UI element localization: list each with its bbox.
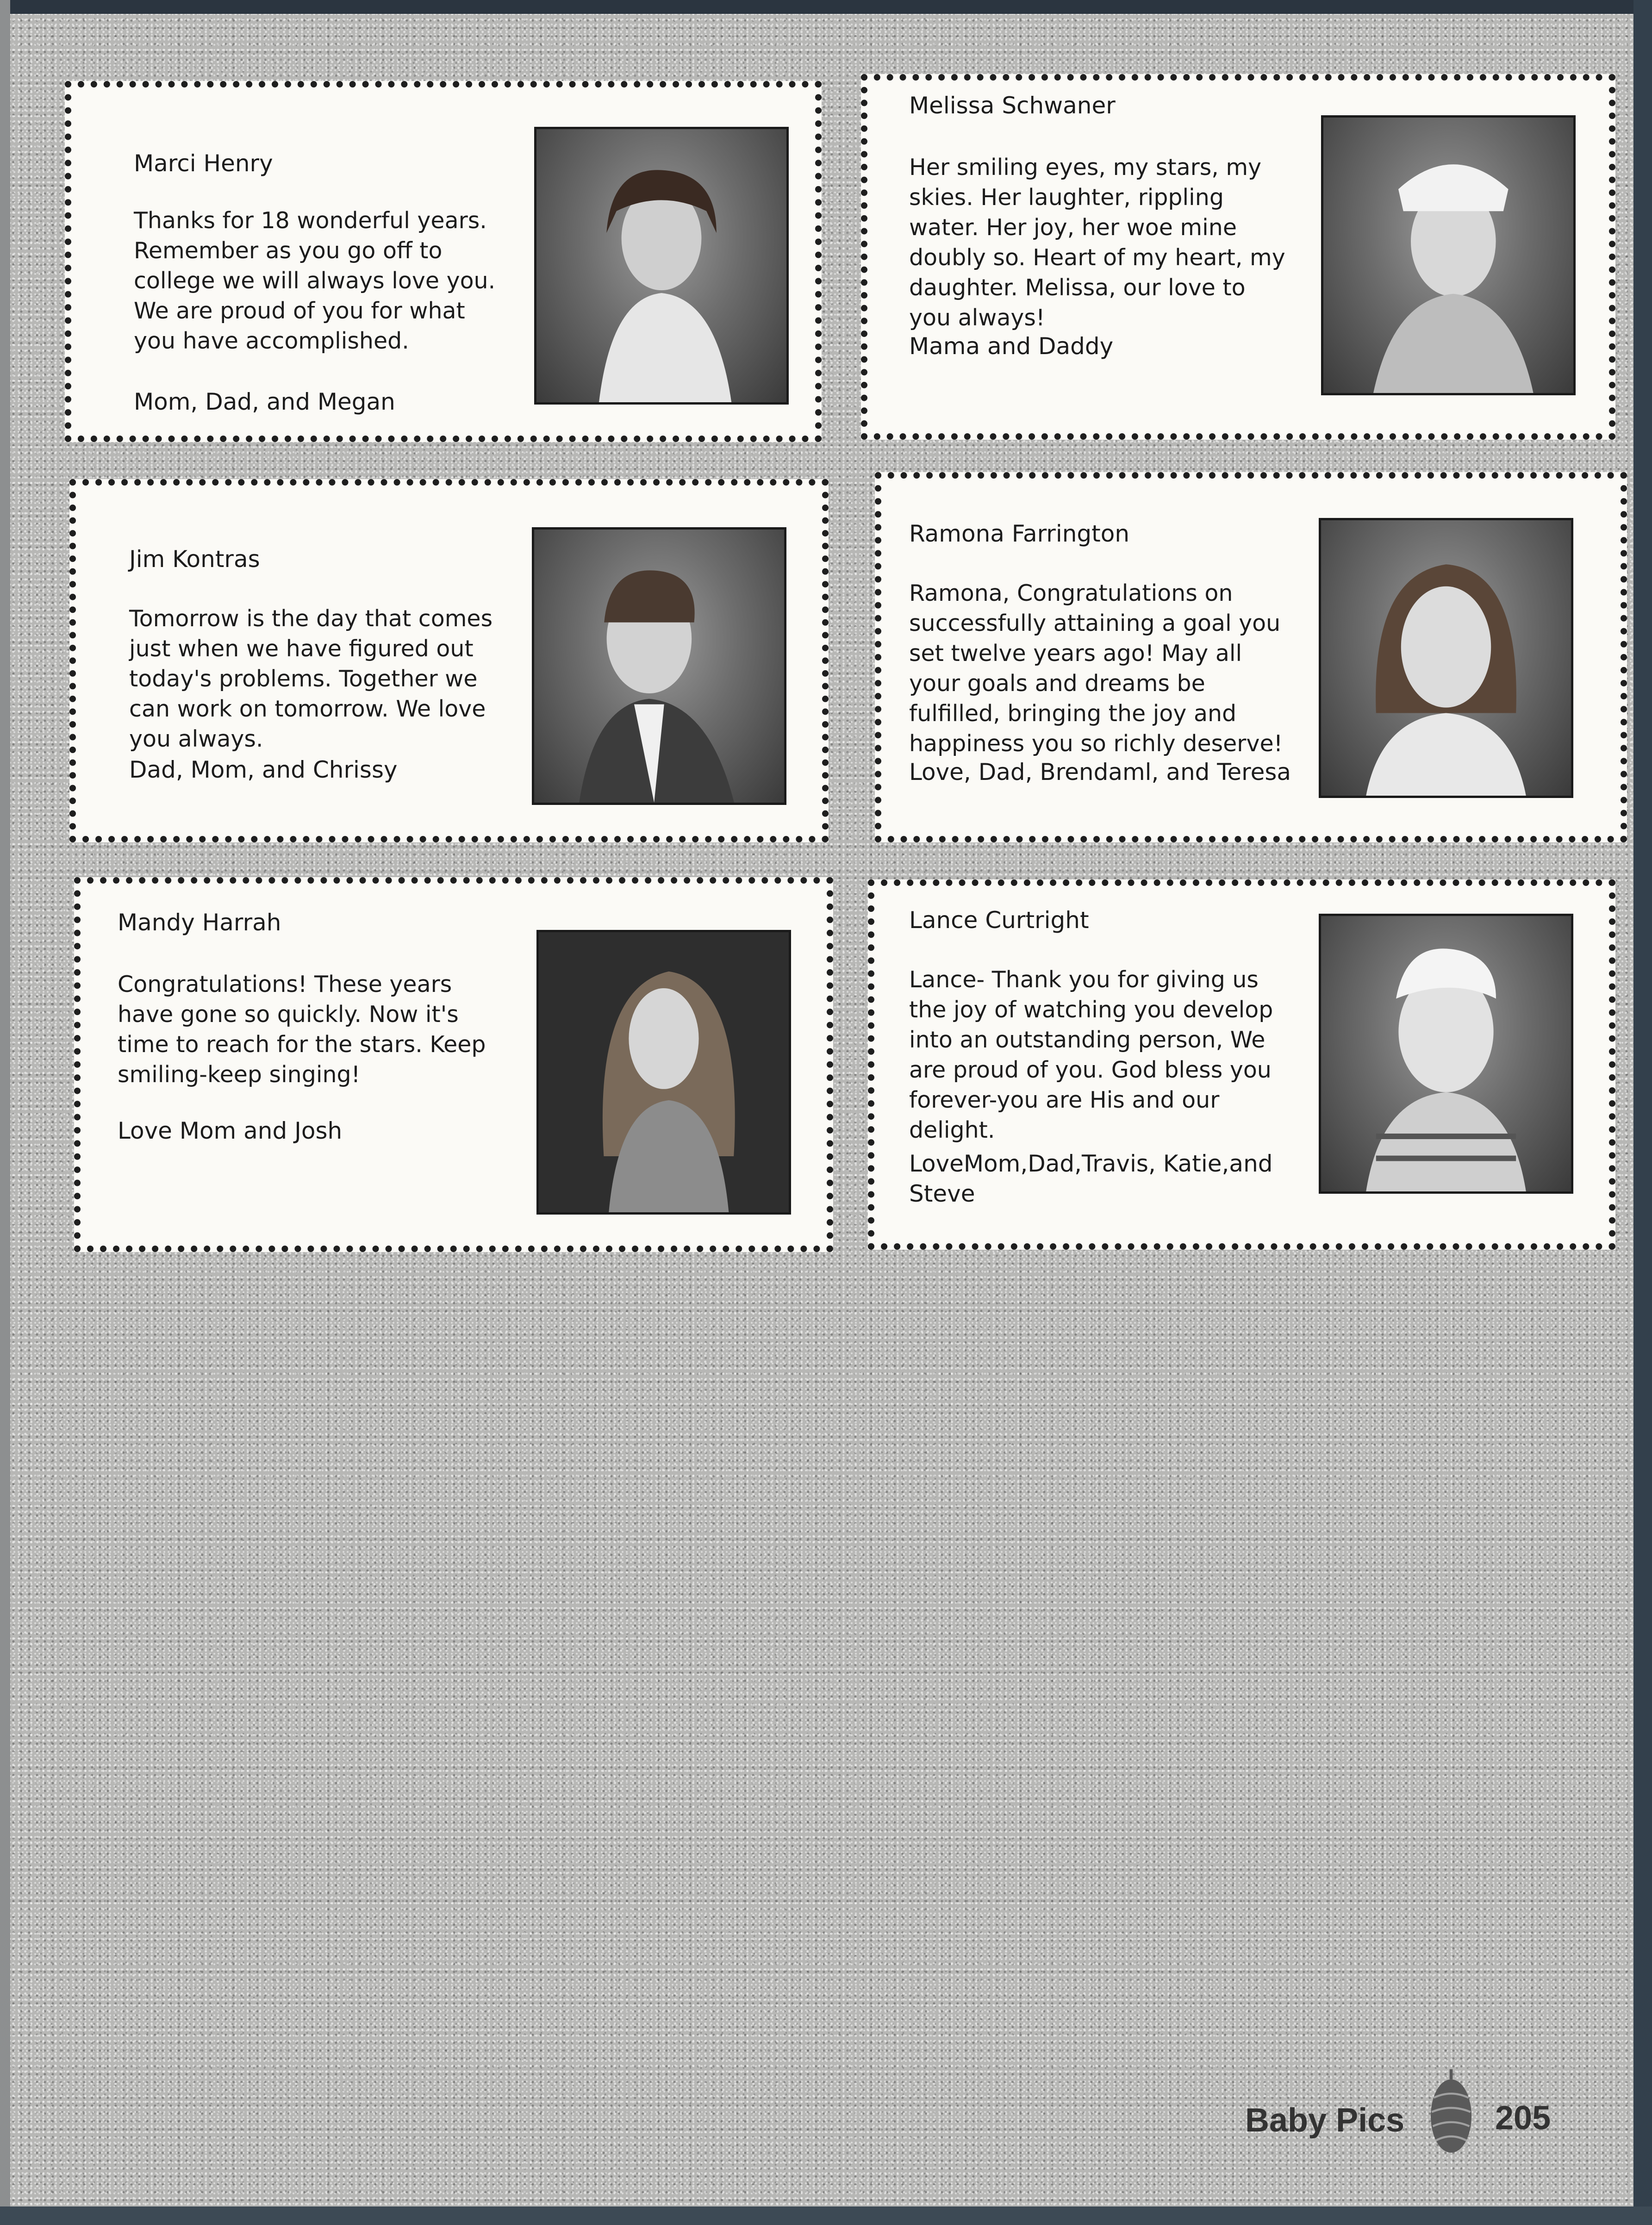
- baby-pic-card: [861, 74, 1615, 440]
- baby-photo: [536, 930, 791, 1215]
- baby-pic-card: [65, 81, 822, 442]
- card-name: Lance Curtright: [909, 907, 1089, 934]
- card-signature: LoveMom,Dad,Travis, Katie,and Steve: [909, 1150, 1273, 1207]
- baby-photo: [1319, 518, 1573, 798]
- card-name: Jim Kontras: [129, 546, 260, 573]
- card-name: Ramona Farrington: [909, 520, 1130, 547]
- card-message: Ramona, Congratulations on successfully attaining a goal you set twelve years ago! May all your goals and dreams be fulfilled, bringing the joy and happiness you so richly deserve!: [909, 580, 1283, 757]
- card-signature: Dad, Mom, and Chrissy: [129, 756, 398, 783]
- card-message: Congratulations! These years have gone so quickly. Now it's time to reach for the stars. Keep smiling-keep singing!: [118, 971, 486, 1088]
- card-name: Mandy Harrah: [118, 909, 281, 936]
- book-right-edge: [1633, 0, 1652, 2225]
- baby-pic-card: [74, 877, 833, 1252]
- pinecone-icon: [1426, 2067, 1477, 2159]
- card-name: Melissa Schwaner: [909, 92, 1116, 119]
- card-message: Lance- Thank you for giving us the joy of watching you develop into an outstanding person, We are proud of you. God bless you forever-you are His and our delight.: [909, 966, 1273, 1143]
- book-bottom-edge: [0, 2206, 1652, 2225]
- baby-photo: [1321, 115, 1576, 395]
- baby-pic-card: [868, 879, 1615, 1250]
- page-number: 205: [1495, 2100, 1551, 2137]
- card-message: Thanks for 18 wonderful years. Remember as you go off to college we will always love you. We are proud of you for what you have accomplished.: [134, 207, 496, 354]
- book-left-edge: [0, 0, 10, 2225]
- baby-pic-card: [875, 472, 1627, 842]
- baby-photo: [532, 527, 786, 805]
- card-message: Her smiling eyes, my stars, my skies. Her laughter, rippling water. Her joy, her woe mine doubly so. Heart of my heart, my daughter. Melissa, our love to you always!: [909, 154, 1285, 331]
- section-label: Baby Pics: [1245, 2102, 1405, 2139]
- card-signature: Love, Dad, Brendaml, and Teresa: [909, 759, 1291, 785]
- card-message: Tomorrow is the day that comes just when we have figured out today's problems. Together we can work on tomorrow. We love you always.: [129, 605, 493, 752]
- baby-photo: [1319, 914, 1573, 1194]
- baby-pic-card: [69, 479, 829, 842]
- card-signature: Love Mom and Josh: [118, 1117, 343, 1144]
- card-name: Marci Henry: [134, 150, 273, 177]
- book-top-edge: [0, 0, 1652, 14]
- card-signature: Mama and Daddy: [909, 333, 1114, 360]
- baby-photo: [534, 127, 789, 405]
- card-signature: Mom, Dad, and Megan: [134, 388, 395, 415]
